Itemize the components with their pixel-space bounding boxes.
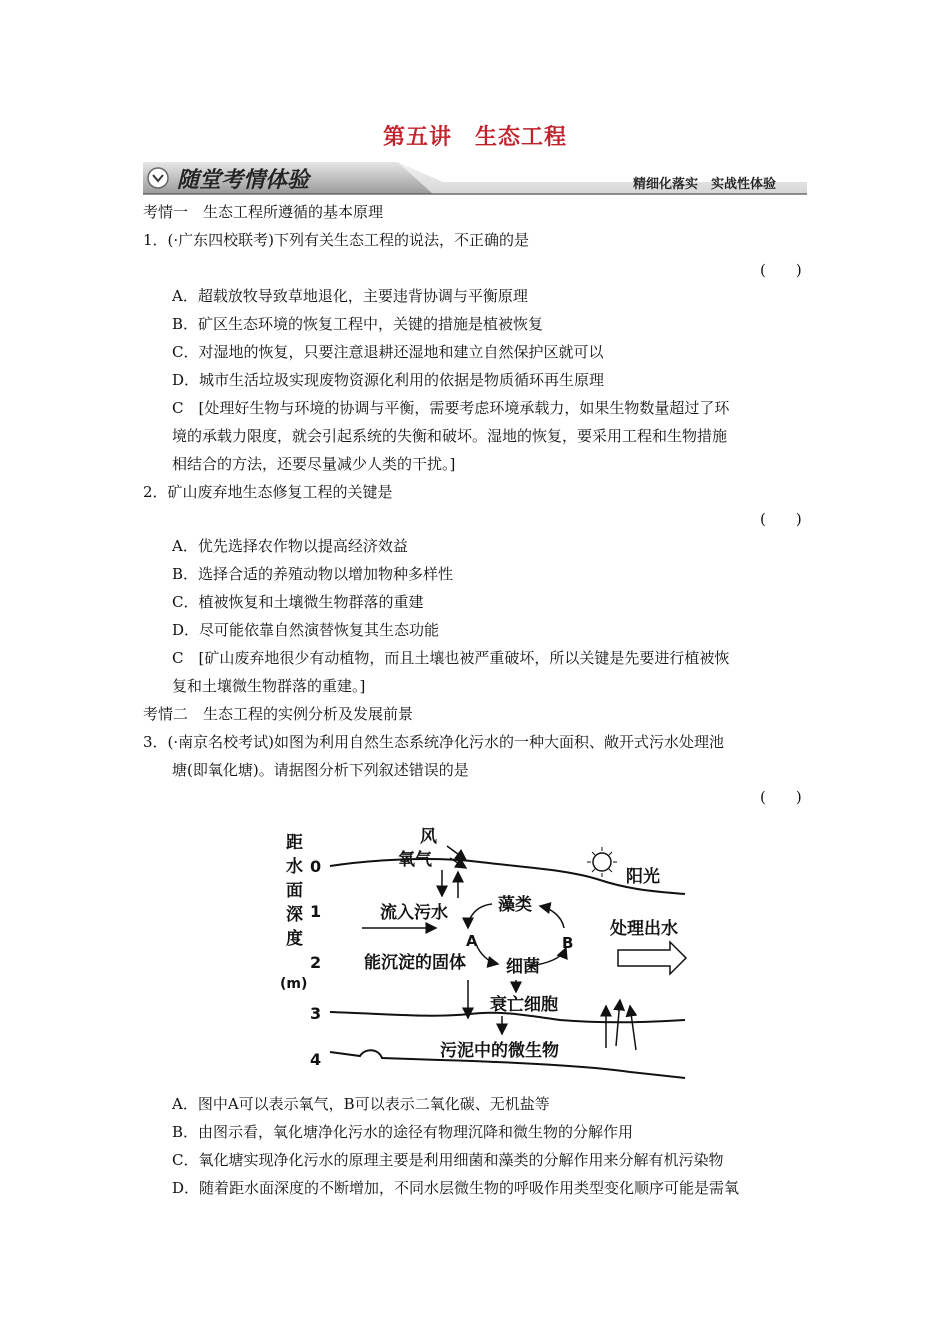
page-title: 第五讲 生态工程 xyxy=(382,125,567,150)
question-3-option-a: A．图中A可以表示氧气，B可以表示二氧化碳、无机盐等 xyxy=(172,1095,550,1113)
question-3-option-d: D．随着距水面深度的不断增加，不同水层微生物的呼吸作用类型变化顺序可能是需氧 xyxy=(172,1179,740,1197)
svg-text:深: 深 xyxy=(286,905,303,925)
question-3-option-c: C．氧化塘实现净化污水的原理主要是利用细菌和藻类的分解作用来分解有机污染物 xyxy=(172,1151,724,1169)
svg-text:面: 面 xyxy=(286,881,303,901)
inflow-label: 流入污水 xyxy=(380,903,448,923)
algae-label: 藻类 xyxy=(498,895,532,915)
question-2-answer-line-2: 复和土壤微生物群落的重建。] xyxy=(172,677,366,695)
question-1-option-d: D．城市生活垃圾实现废物资源化利用的依据是物质循环再生原理 xyxy=(172,371,605,389)
question-2-option-c: C．植被恢复和土壤微生物群落的重建 xyxy=(172,593,424,611)
svg-text:度: 度 xyxy=(286,929,303,949)
banner-right-label: 精细化落实 实战性体验 xyxy=(633,177,777,192)
sludge-label: 污泥中的微生物 xyxy=(440,1041,559,1061)
svg-text:水: 水 xyxy=(286,857,303,877)
question-1-option-b: B．矿区生态环境的恢复工程中，关键的措施是植被恢复 xyxy=(172,315,544,333)
oxygen-label: 氧气 xyxy=(398,850,432,870)
depth-axis-label xyxy=(280,833,307,992)
depth-tick-2: 2 xyxy=(310,953,322,972)
label-b: B xyxy=(562,934,574,952)
label-a: A xyxy=(466,932,478,950)
question-3-stem-line-1: 3．(·南京名校考试)如图为利用自然生态系统净化污水的一种大面积、敞开式污水处理池 xyxy=(143,733,725,751)
oxidation-pond-diagram xyxy=(270,820,690,1082)
question-2-option-b: B．选择合适的养殖动物以增加物种多样性 xyxy=(172,565,454,583)
question-3-stem-line-2: 塘(即氧化塘)。请据图分析下列叙述错误的是 xyxy=(172,761,469,779)
question-1-answer-line-3: 相结合的方法，还要尽量减少人类的干扰。] xyxy=(172,455,456,473)
question-1-answer-line-1: C [处理好生物与环境的协调与平衡，需要考虑环境承载力，如果生物数量超过了环 xyxy=(172,399,730,417)
question-1-option-c: C．对湿地的恢复，只要注意退耕还湿地和建立自然保护区就可以 xyxy=(172,343,604,361)
depth-tick-4: 4 xyxy=(310,1050,322,1069)
question-1-stem: 1．(·广东四校联考)下列有关生态工程的说法，不正确的是 xyxy=(143,231,530,249)
sunlight-label: 阳光 xyxy=(626,867,660,887)
outflow-arrow xyxy=(618,942,686,974)
bacteria-label: 细菌 xyxy=(506,957,540,977)
dead-cells-label: 衰亡细胞 xyxy=(490,995,558,1015)
depth-tick-1: 1 xyxy=(310,902,322,921)
banner-left-label: 随堂考情体验 xyxy=(177,168,310,193)
section-heading-2: 考情二 生态工程的实例分析及发展前景 xyxy=(143,705,414,723)
banner-chevron-icon xyxy=(148,168,168,188)
question-2-option-d: D．尽可能依靠自然演替恢复其生态功能 xyxy=(172,621,440,639)
question-1-option-a: A．超载放牧导致草地退化，主要违背协调与平衡原理 xyxy=(172,287,528,305)
question-2-option-a: A．优先选择农作物以提高经济效益 xyxy=(172,537,408,555)
question-3-answer-blank: ( ) xyxy=(760,788,802,806)
outflow-label: 处理出水 xyxy=(610,919,678,939)
sun-icon xyxy=(587,847,617,877)
svg-text:距: 距 xyxy=(286,833,303,853)
svg-text:(m): (m) xyxy=(280,976,308,992)
section-heading-1: 考情一 生态工程所遵循的基本原理 xyxy=(143,203,384,221)
question-1-answer-blank: ( ) xyxy=(760,261,802,279)
depth-tick-0: 0 xyxy=(310,857,322,876)
question-1-answer-line-2: 境的承载力限度，就会引起系统的失衡和破坏。湿地的恢复，要采用工程和生物措施 xyxy=(172,427,728,445)
depth-tick-3: 3 xyxy=(310,1004,322,1023)
solids-label: 能沉淀的固体 xyxy=(364,953,466,973)
wind-label: 风 xyxy=(420,827,437,847)
section-banner xyxy=(143,160,807,196)
question-2-answer-blank: ( ) xyxy=(760,510,802,528)
question-2-stem: 2．矿山废弃地生态修复工程的关键是 xyxy=(143,483,393,501)
question-3-option-b: B．由图示看，氧化塘净化污水的途径有物理沉降和微生物的分解作用 xyxy=(172,1123,634,1141)
question-2-answer-line-1: C [矿山废弃地很少有动植物，而且土壤也被严重破坏，所以关键是先要进行植被恢 xyxy=(172,649,730,667)
